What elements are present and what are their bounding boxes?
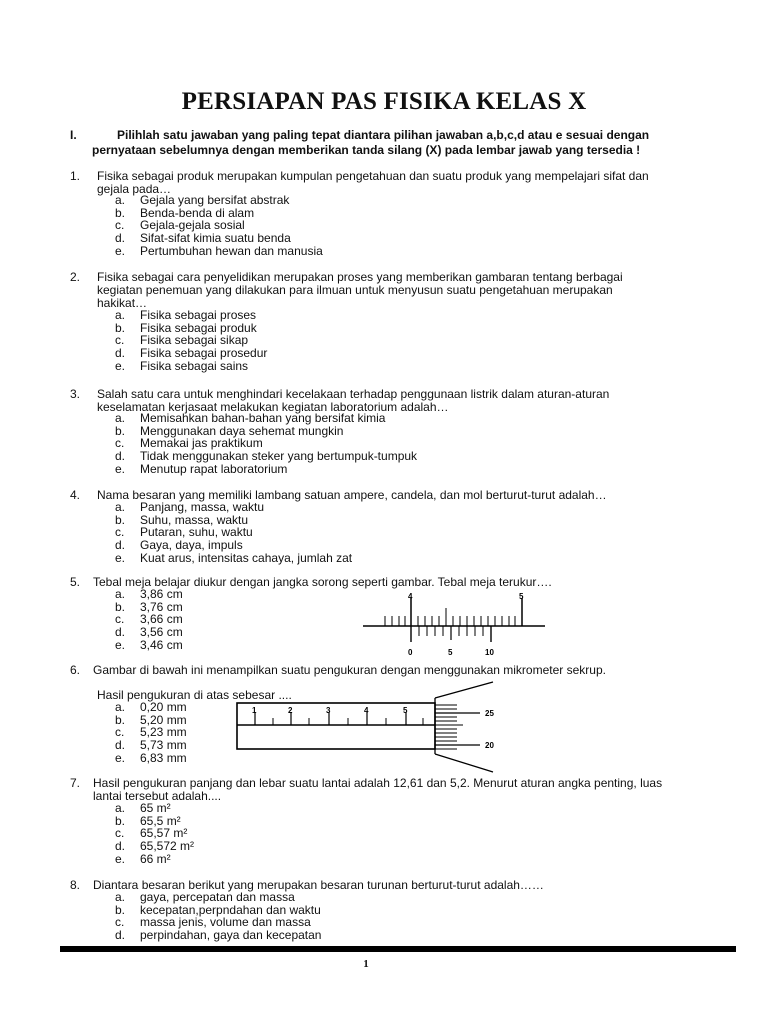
option-e[interactable]: e. Fisika sebagai sains — [115, 358, 249, 373]
sleeve-label-3: 3 — [326, 706, 331, 715]
option-d[interactable]: d. 5,73 mm — [115, 738, 187, 753]
instruction-line-2: pernyataan sebelumnya dengan memberikan tanda silang (X) pada lembar jawab yang tersedia ! — [92, 143, 641, 157]
option-d[interactable]: d. perpindahan, gaya dan kecepatan — [115, 928, 322, 943]
vernier-label-10: 10 — [485, 648, 494, 657]
stem-line: Diantara besaran berikut yang merupakan besaran turunan berturut-turut adalah…… — [93, 878, 544, 892]
main-scale-label-4: 4 — [408, 592, 413, 601]
stem-line: gejala pada… — [97, 182, 172, 196]
option-c[interactable]: c. massa jenis, volume dan massa — [115, 915, 311, 930]
option-a[interactable]: a. Panjang, massa, waktu — [115, 500, 265, 514]
page-title: PERSIAPAN PAS FISIKA KELAS X — [181, 88, 587, 115]
stem-line: Gambar di bawah ini menampilkan suatu pengukuran dengan menggunakan mikrometer sekrup. — [93, 663, 606, 677]
option-b[interactable]: b. 5,20 mm — [115, 712, 187, 727]
option-b[interactable]: b. Fisika sebagai produk — [115, 320, 257, 335]
option-b[interactable]: b. 65,5 m² — [115, 813, 181, 828]
question-number: 3. — [70, 387, 81, 401]
option-a[interactable]: a. gaya, percepatan dan massa — [115, 890, 295, 904]
option-a[interactable]: a. 65 m² — [115, 801, 171, 815]
option-e[interactable]: e. Kuat arus, intensitas cahaya, jumlah zat — [115, 550, 353, 565]
options-q2 — [115, 309, 267, 372]
option-a[interactable]: a. 0,20 mm — [115, 700, 187, 714]
option-c[interactable]: c. 5,23 mm — [115, 725, 187, 740]
option-a[interactable]: a. Gejala yang bersifat abstrak — [115, 193, 290, 207]
option-b[interactable]: b. kecepatan,perpndahan dan waktu — [115, 902, 321, 917]
options-q8 — [115, 891, 321, 942]
option-a[interactable]: a. Memisahkan bahan-bahan yang bersifat kimia — [115, 411, 386, 425]
section-number: I. — [70, 128, 77, 142]
question-stem — [97, 271, 707, 310]
stem-line: Fisika sebagai cara penyelidikan merupakan proses yang memberikan gambaran tentang berbagai — [97, 270, 623, 284]
vernier-label-5: 5 — [448, 648, 453, 657]
options-q4 — [115, 501, 352, 564]
question-number: 8. — [70, 878, 81, 892]
stem-line: Tebal meja belajar diukur dengan jangka sorong seperti gambar. Tebal meja terukur…. — [93, 575, 552, 589]
stem-line: Fisika sebagai produk merupakan kumpulan pengetahuan dan suatu produk yang mempelajari sifat dan — [97, 169, 649, 183]
page-number: 1 — [363, 958, 369, 970]
option-b[interactable]: b. Suhu, massa, waktu — [115, 512, 249, 527]
thimble-label-25: 25 — [485, 709, 494, 718]
option-e[interactable]: e. 6,83 mm — [115, 750, 187, 765]
stem-line: hakikat… — [97, 296, 148, 310]
stem-line: Nama besaran yang memiliki lambang satuan ampere, candela, dan mol berturut-turut adalah… — [97, 488, 607, 502]
options-q1 — [115, 194, 323, 257]
question-number: 6. — [70, 663, 81, 677]
stem-line: kegiatan penemuan yang dilakukan para ilmuan untuk menyusun suatu pengetahuan merupakan — [97, 283, 613, 297]
option-d[interactable]: d. Tidak menggunakan steker yang bertumpuk-tumpuk — [115, 449, 418, 464]
sleeve-label-4: 4 — [364, 706, 369, 715]
question-number: 1. — [70, 169, 81, 183]
option-d[interactable]: d. 65,572 m² — [115, 839, 195, 854]
option-c[interactable]: c. 65,57 m² — [115, 826, 188, 841]
option-c[interactable]: c. Putaran, suhu, waktu — [115, 525, 253, 540]
footer-divider — [60, 946, 736, 952]
options-q7 — [115, 802, 194, 865]
option-a[interactable]: a. 3,86 cm — [115, 587, 183, 601]
option-a[interactable]: a. Fisika sebagai proses — [115, 308, 257, 322]
options-q3 — [115, 412, 417, 475]
option-e[interactable]: e. 3,46 cm — [115, 637, 183, 652]
option-e[interactable]: e. Menutup rapat laboratorium — [115, 461, 288, 476]
options-q5 — [115, 588, 183, 651]
option-b[interactable]: b. 3,76 cm — [115, 599, 183, 614]
option-c[interactable]: c. Gejala-gejala sosial — [115, 218, 245, 233]
option-d[interactable]: d. 3,56 cm — [115, 625, 183, 640]
stem-line: keselamatan kerjasaat melakukan kegiatan laboratorium adalah… — [97, 400, 449, 414]
option-e[interactable]: e. Pertumbuhan hewan dan manusia — [115, 243, 323, 258]
instruction-line-1: Pilihlah satu jawaban yang paling tepat diantara pilihan jawaban a,b,c,d atau e sesuai dengan — [117, 128, 650, 142]
option-e[interactable]: e. 66 m² — [115, 851, 171, 866]
question-number: 7. — [70, 776, 81, 790]
sleeve-label-5: 5 — [403, 706, 408, 715]
option-d[interactable]: d. Fisika sebagai prosedur — [115, 346, 268, 361]
main-scale-label-5: 5 — [519, 592, 524, 601]
question-stem — [93, 777, 703, 803]
stem-line: lantai tersebut adalah.... — [93, 789, 222, 803]
option-c[interactable]: c. Memakai jas praktikum — [115, 436, 263, 451]
thimble-label-20: 20 — [485, 741, 494, 750]
options-q6 — [115, 701, 187, 764]
vernier-caliper-figure — [355, 588, 555, 660]
question-stem — [93, 664, 703, 677]
sleeve-label-2: 2 — [288, 706, 293, 715]
option-d[interactable]: d. Gaya, daya, impuls — [115, 538, 243, 553]
question-number: 2. — [70, 270, 81, 284]
sleeve-label-1: 1 — [252, 706, 257, 715]
question-number: 5. — [70, 575, 81, 589]
option-b[interactable]: b. Benda-benda di alam — [115, 205, 255, 220]
option-c[interactable]: c. Fisika sebagai sikap — [115, 333, 249, 348]
option-b[interactable]: b. Menggunakan daya sehemat mungkin — [115, 423, 344, 438]
micrometer-figure — [235, 678, 520, 773]
vernier-label-0: 0 — [408, 648, 413, 657]
option-d[interactable]: d. Sifat-sifat kimia suatu benda — [115, 231, 291, 246]
stem-line: Hasil pengukuran panjang dan lebar suatu lantai adalah 12,61 dan 5,2. Menurut aturan angka penting, luas — [93, 776, 663, 790]
option-c[interactable]: c. 3,66 cm — [115, 612, 183, 627]
stem-line: Salah satu cara untuk menghindari kecelakaan terhadap penggunaan listrik dalam aturan-aturan — [97, 387, 610, 401]
question-6-stem-2: Hasil pengukuran di atas sebesar .... — [97, 688, 292, 702]
question-number: 4. — [70, 488, 81, 502]
